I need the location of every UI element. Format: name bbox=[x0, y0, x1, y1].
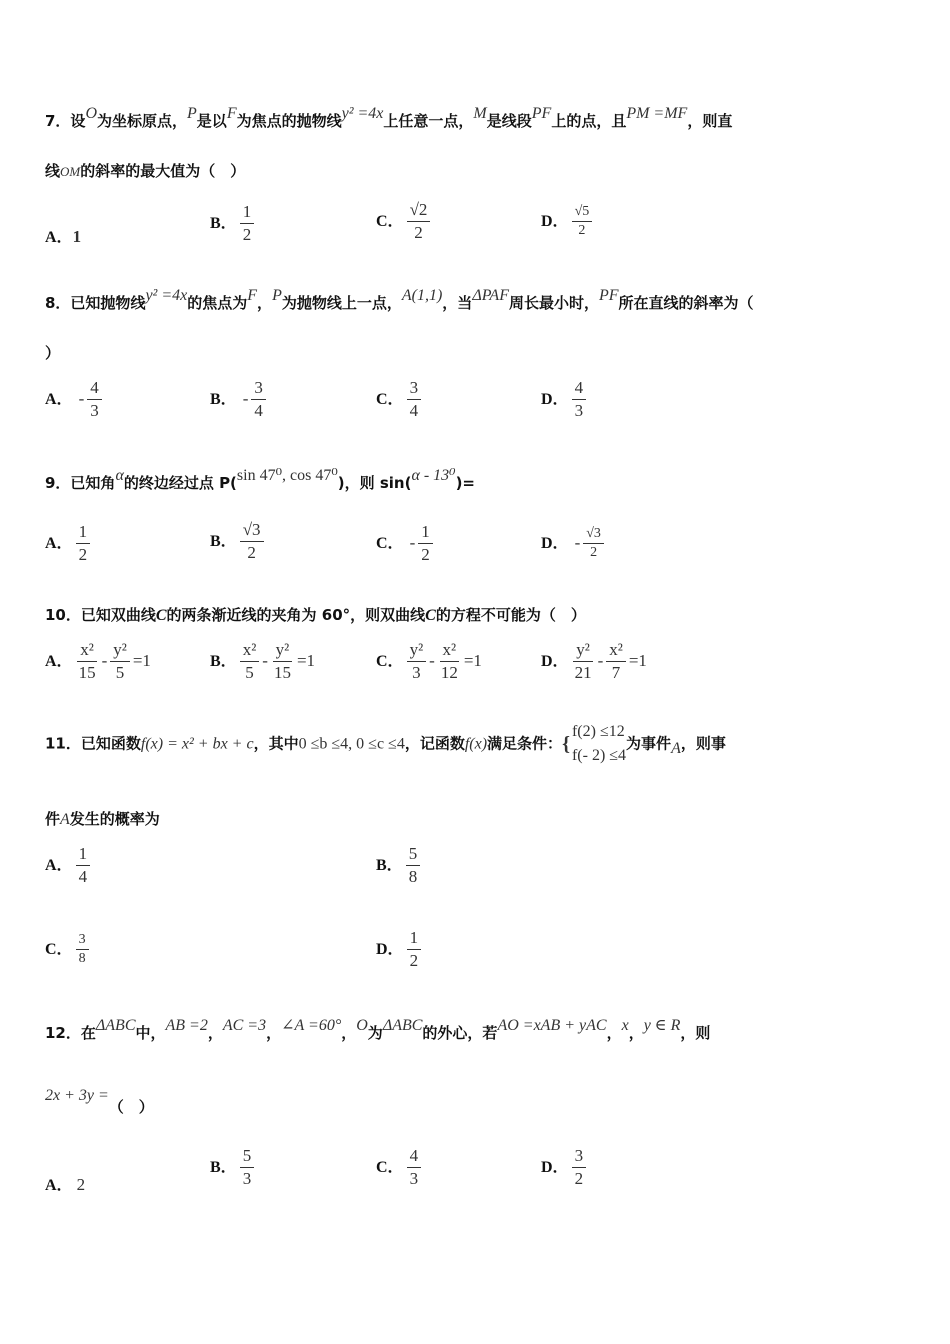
fraction: $\frac{4}{3}$ bbox=[407, 1146, 422, 1189]
left-brace-icon: { bbox=[562, 732, 570, 755]
fraction: $\frac{√5}{2}$ bbox=[572, 204, 593, 239]
question-8-stem: 8．已知抛物线y² =4x的焦点为F，P为抛物线上一点，A(1,1)，当ΔPAF周长最小时，PF所在直线的斜率为（ bbox=[45, 287, 754, 312]
fraction: $\frac{4}{3}$ bbox=[572, 378, 587, 421]
fraction: $\frac{\text{y²}}{3}$ bbox=[407, 640, 427, 683]
q11-option-b[interactable]: B． $\frac{5}{8}$ bbox=[376, 844, 423, 887]
fraction: $\frac{3}{4}$ bbox=[251, 378, 266, 421]
q9-option-c[interactable]: C． - $\frac{1}{2}$ bbox=[376, 522, 436, 565]
fraction: $\frac{\text{y²}}{5}$ bbox=[110, 640, 130, 683]
q7-option-d[interactable]: D． $\frac{√5}{2}$ bbox=[541, 204, 595, 239]
q12-option-a[interactable]: A． 2 bbox=[45, 1175, 86, 1194]
fraction: $\frac{√2}{2}$ bbox=[407, 200, 431, 243]
q11-option-a[interactable]: A． $\frac{1}{4}$ bbox=[45, 844, 93, 887]
q10-option-a[interactable]: A． $\frac{\text{x²}}{15}$ - $\frac{\text{y²}}{5}$ =1 bbox=[45, 640, 151, 682]
fraction: $\frac{5}{3}$ bbox=[240, 1146, 255, 1189]
q7-option-a[interactable]: A．1 bbox=[45, 227, 82, 246]
fraction: $\frac{4}{3}$ bbox=[87, 378, 102, 421]
question-8-stem-cont: ） bbox=[45, 344, 61, 362]
fraction: $\frac{\text{x²}}{15}$ bbox=[78, 640, 96, 682]
question-7-stem-cont: 线OM的斜率的最大值为（ ） bbox=[45, 162, 246, 180]
question-11-stem-cont: 件A发生的概率为 bbox=[45, 810, 160, 828]
fraction: $\frac{5}{8}$ bbox=[406, 844, 421, 887]
fraction: $\frac{√3}{2}$ bbox=[240, 520, 264, 563]
fraction: $\frac{\text{x²}}{5}$ bbox=[240, 640, 260, 683]
q11-option-d[interactable]: D． $\frac{1}{2}$ bbox=[376, 928, 424, 971]
q9-option-d[interactable]: D． - $\frac{√3}{2}$ bbox=[541, 526, 607, 561]
fraction: $\frac{1}{2}$ bbox=[418, 522, 433, 565]
fraction: $\frac{1}{2}$ bbox=[407, 928, 422, 971]
question-9-stem: 9．已知角α的终边经过点 P(sin 47⁰, cos 47⁰)，则 sin(α - 13⁰)= bbox=[45, 467, 476, 492]
question-12-stem-cont: 2x + 3y =（ ） bbox=[45, 1087, 154, 1116]
fraction: $\frac{1}{2}$ bbox=[240, 202, 255, 245]
q11-option-c[interactable]: C． $\frac{3}{8}$ bbox=[45, 932, 92, 967]
fraction: $\frac{3}{2}$ bbox=[572, 1146, 587, 1189]
fraction: $\frac{1}{4}$ bbox=[76, 844, 91, 887]
fraction: $\frac{\text{y²}}{15}$ bbox=[273, 640, 291, 682]
question-7-stem: 7．设O为坐标原点，P是以F为焦点的抛物线y² =4x上任意一点，M是线段PF上的点，且PM =MF，则直 bbox=[45, 105, 733, 130]
q10-option-b[interactable]: B． $\frac{\text{x²}}{5}$ - $\frac{\text{y²}}{15}$ =1 bbox=[210, 640, 316, 682]
fraction: $\frac{√3}{2}$ bbox=[583, 526, 604, 561]
q8-option-b[interactable]: B． - $\frac{3}{4}$ bbox=[210, 378, 269, 421]
q8-option-a[interactable]: A． - $\frac{4}{3}$ bbox=[45, 378, 105, 421]
q7-option-c[interactable]: C． $\frac{√2}{2}$ bbox=[376, 200, 433, 243]
fraction: $\frac{\text{y²}}{21}$ bbox=[574, 640, 592, 682]
fraction: $\frac{3}{4}$ bbox=[407, 378, 422, 421]
q9-option-b[interactable]: B． $\frac{√3}{2}$ bbox=[210, 520, 267, 563]
fraction: $\frac{\text{x²}}{7}$ bbox=[606, 640, 626, 683]
q10-option-d[interactable]: D． $\frac{\text{y²}}{21}$ - $\frac{\text{x²}}{7}$ =1 bbox=[541, 640, 647, 682]
fraction: $\frac{\text{x²}}{12}$ bbox=[440, 640, 458, 682]
condition-system: { f(2) ≤12 f(- 2) ≤4 bbox=[562, 723, 627, 764]
question-11-stem: 11．已知函数f(x) = x² + bx + c，其中0 ≤b ≤4, 0 ≤c ≤4，记函数f(x)满足条件： { f(2) ≤12 f(- 2) ≤4 为事件A，则事 bbox=[45, 720, 726, 768]
q12-option-d[interactable]: D． $\frac{3}{2}$ bbox=[541, 1146, 589, 1189]
q9-option-a[interactable]: A． $\frac{1}{2}$ bbox=[45, 522, 93, 565]
q8-option-c[interactable]: C． $\frac{3}{4}$ bbox=[376, 378, 424, 421]
question-10-stem: 10．已知双曲线C的两条渐近线的夹角为 60°，则双曲线C的方程不可能为（ ） bbox=[45, 606, 586, 624]
q12-option-c[interactable]: C． $\frac{4}{3}$ bbox=[376, 1146, 424, 1189]
fraction: $\frac{1}{2}$ bbox=[76, 522, 91, 565]
q7-option-b[interactable]: B． $\frac{1}{2}$ bbox=[210, 202, 257, 245]
q8-option-d[interactable]: D． $\frac{4}{3}$ bbox=[541, 378, 589, 421]
question-12-stem: 12．在ΔABC中，AB =2，AC =3，∠A =60°，O为ΔABC的外心，若AO =xAB + yAC，x，y ∈ R，则 bbox=[45, 1017, 711, 1042]
q12-option-b[interactable]: B． $\frac{5}{3}$ bbox=[210, 1146, 257, 1189]
q10-option-c[interactable]: C． $\frac{\text{y²}}{3}$ - $\frac{\text{x²}}{12}$ =1 bbox=[376, 640, 482, 682]
fraction: $\frac{3}{8}$ bbox=[76, 932, 89, 967]
